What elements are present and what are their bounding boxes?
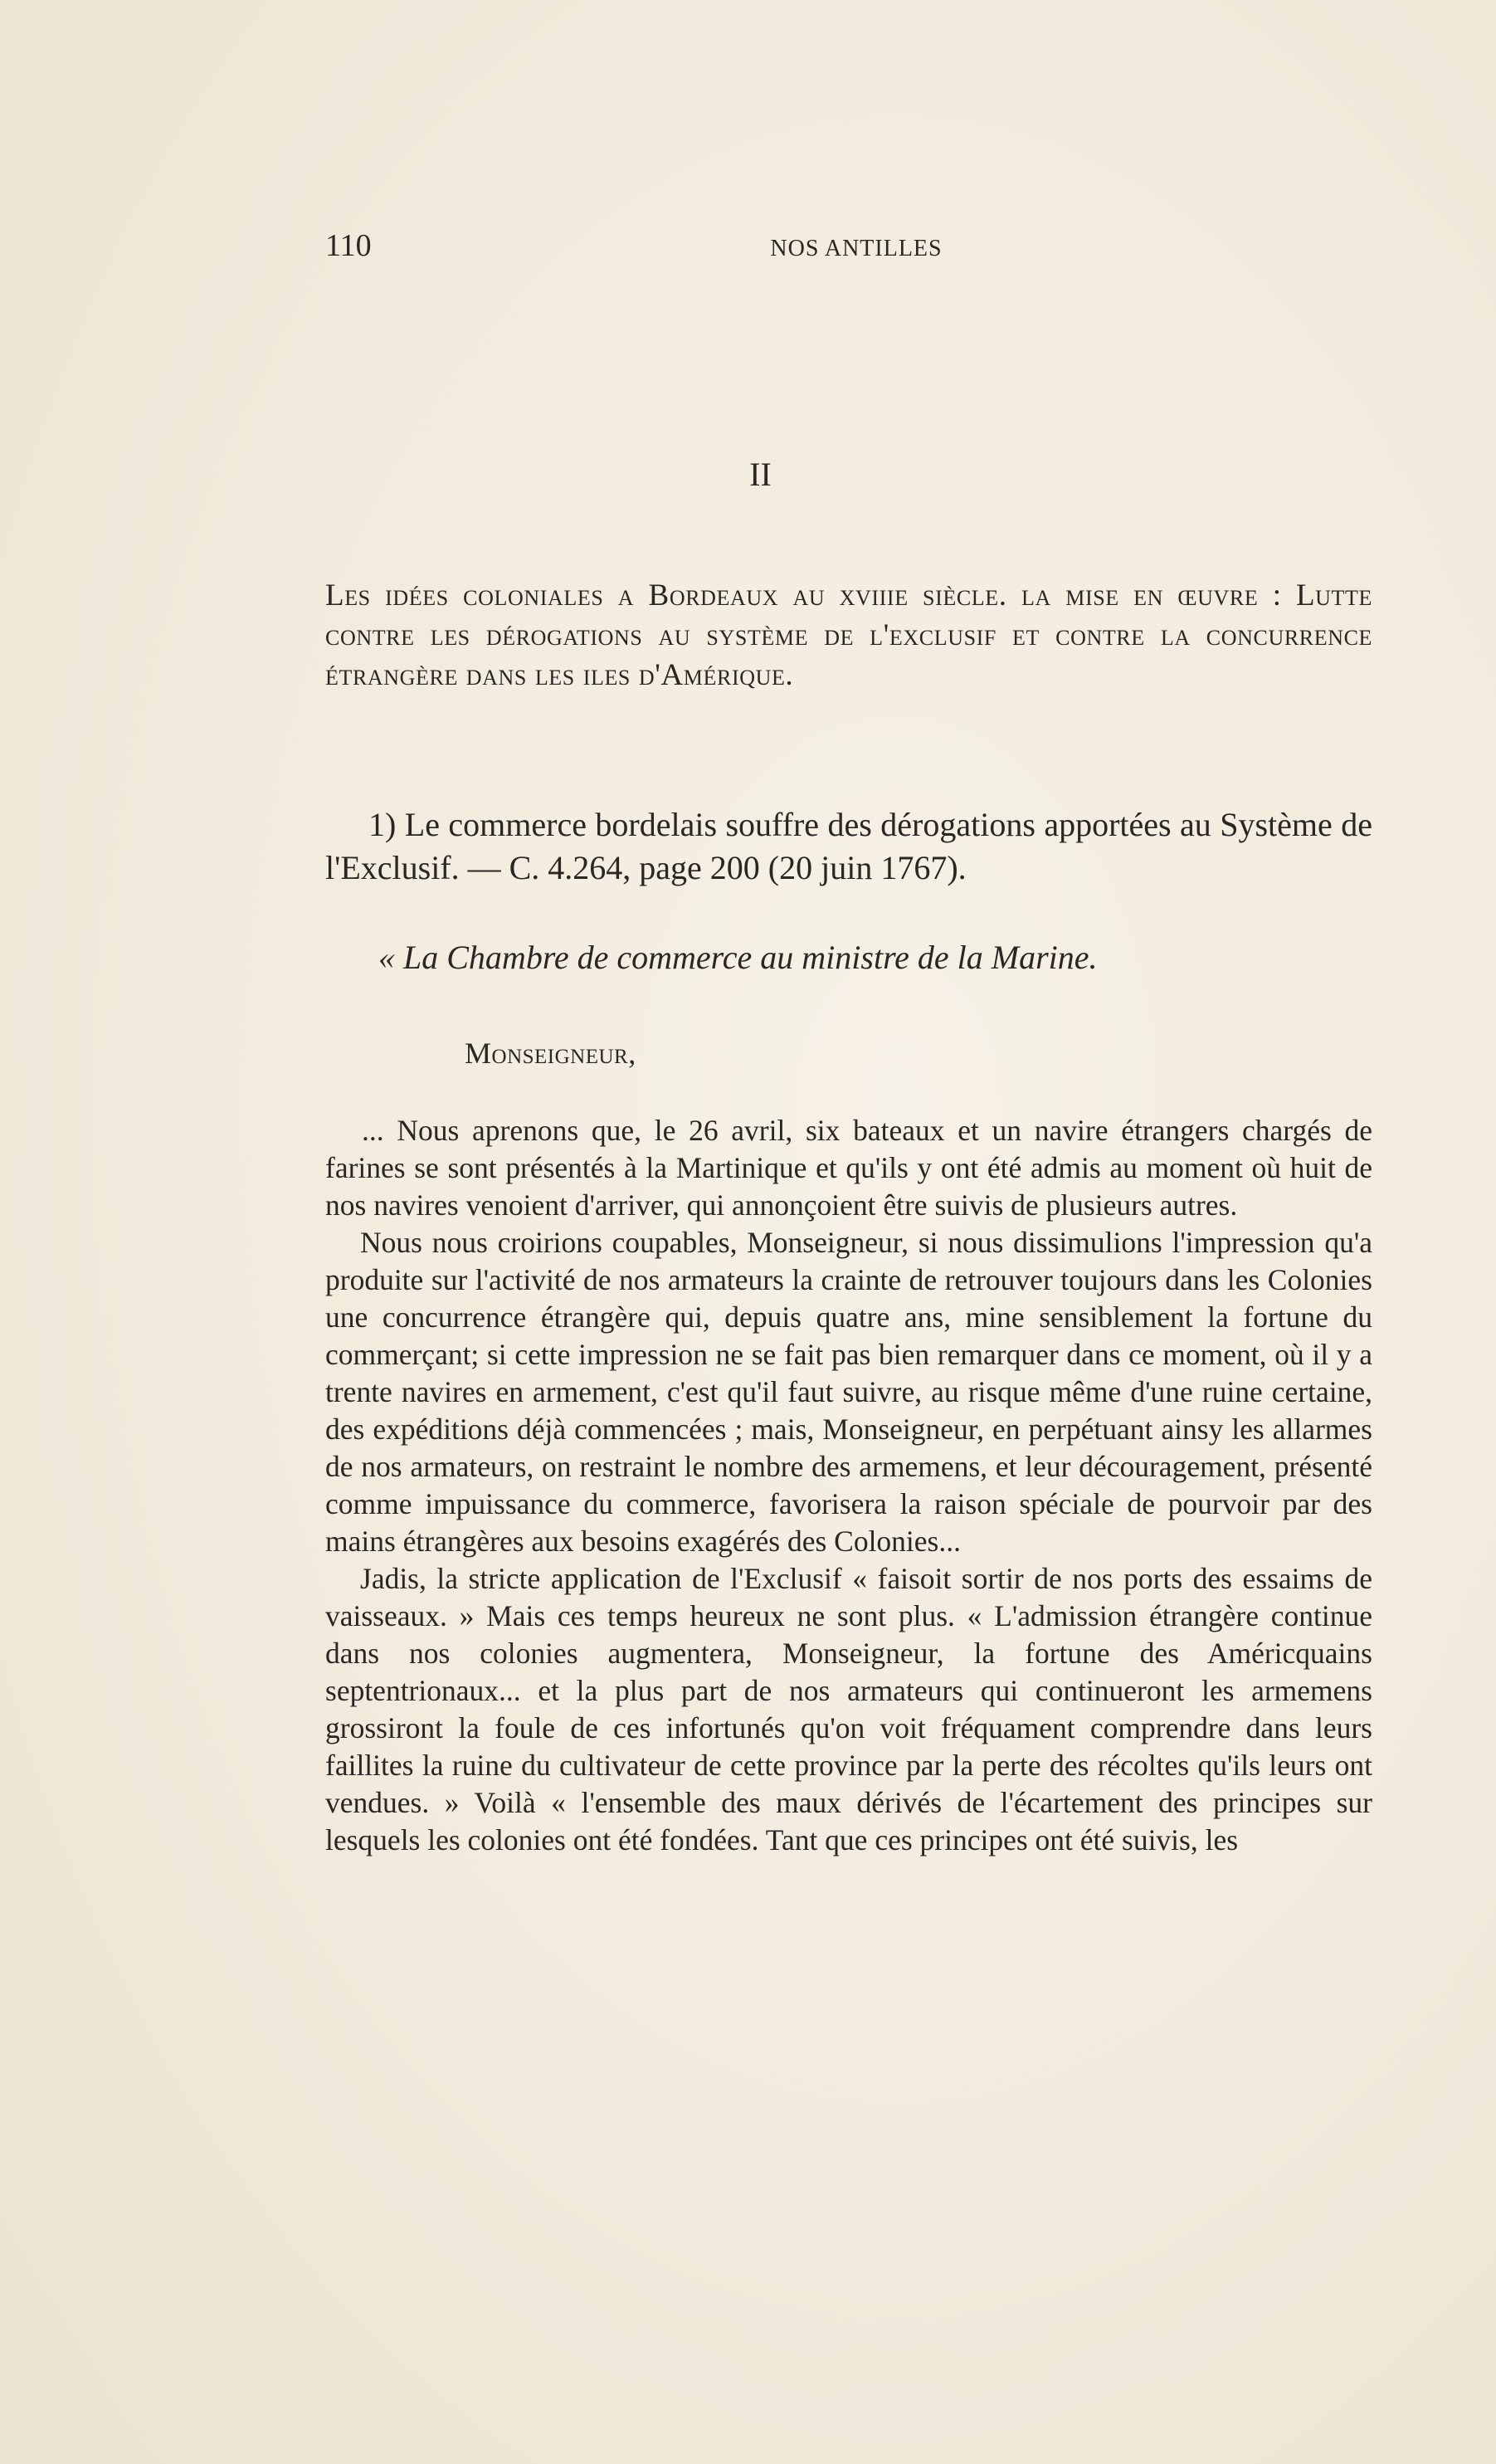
page-number: 110 xyxy=(325,228,372,263)
section-title: Les idées coloniales a Bordeaux au xviiie siècle. la mise en œuvre : Lutte contre les dérogations au système de l'exclusif et contre la concurrence étrangère dans les iles d'Amérique. xyxy=(325,578,1372,692)
salutation: Monseigneur, xyxy=(465,1037,636,1070)
section-number: II xyxy=(749,456,772,493)
item-heading: 1) Le commerce bordelais souffre des dérogations apportées au Système de l'Exclusif. — C. 4.264, page 200 (20 juin 1767). xyxy=(325,806,1372,886)
letter-heading: « La Chambre de commerce au ministre de la Marine. xyxy=(378,939,1098,976)
running-title: NOS ANTILLES xyxy=(770,236,943,261)
paragraph: ... Nous aprenons que, le 26 avril, six bateaux et un navire étrangers chargés de farines se sont présentés à la Martinique et qu'ils y ont été admis au moment où huit de nos navires venoient d'arriver, qui annonçoient être suivis de plusieurs autres. xyxy=(325,1114,1372,1222)
paragraph: Nous nous croirions coupables, Monseigneur, si nous dissimulions l'impression qu'a produite sur l'activité de nos armateurs la crainte de retrouver toujours dans les Colonies une concurrence étrangère qui, depuis quatre ans, mine sensiblement la fortune du commerçant; si cette impression ne se fait pas bien remarquer dans ce moment, où il y a trente navires en armement, c'est qu'il faut suivre, au risque même d'une ruine certaine, des expéditions déjà commencées ; mais, Monseigneur, en perpétuant ainsy les allarmes de nos armateurs, on restraint le nombre des armemens, et leur découragement, présenté comme impuissance du commerce, favorisera la raison spéciale de pourvoir par des mains étrangères aux besoins exagérés des Colonies... xyxy=(325,1226,1372,1558)
letter-body xyxy=(325,1112,1372,1859)
page-header xyxy=(325,222,1371,269)
paragraph: Jadis, la stricte application de l'Exclusif « faisoit sortir de nos ports des essaims de vaisseaux. » Mais ces temps heureux ne sont plus. « L'admission étrangère continue dans nos colonies augmentera, Monseigneur, la fortune des Américquains septentrionaux... et la plus part de nos armateurs qui continueront les armemens grossiront la foule de ces infortunés qu'on voit fréquament comprendre dans leurs faillites la ruine du cultivateur de cette province par la perte des récoltes qu'ils leurs ont vendues. » Voilà « l'ensemble des maux dérivés de l'écartement des principes sur lesquels les colonies ont été fondées. Tant que ces principes ont été suivis, les xyxy=(325,1562,1372,1857)
